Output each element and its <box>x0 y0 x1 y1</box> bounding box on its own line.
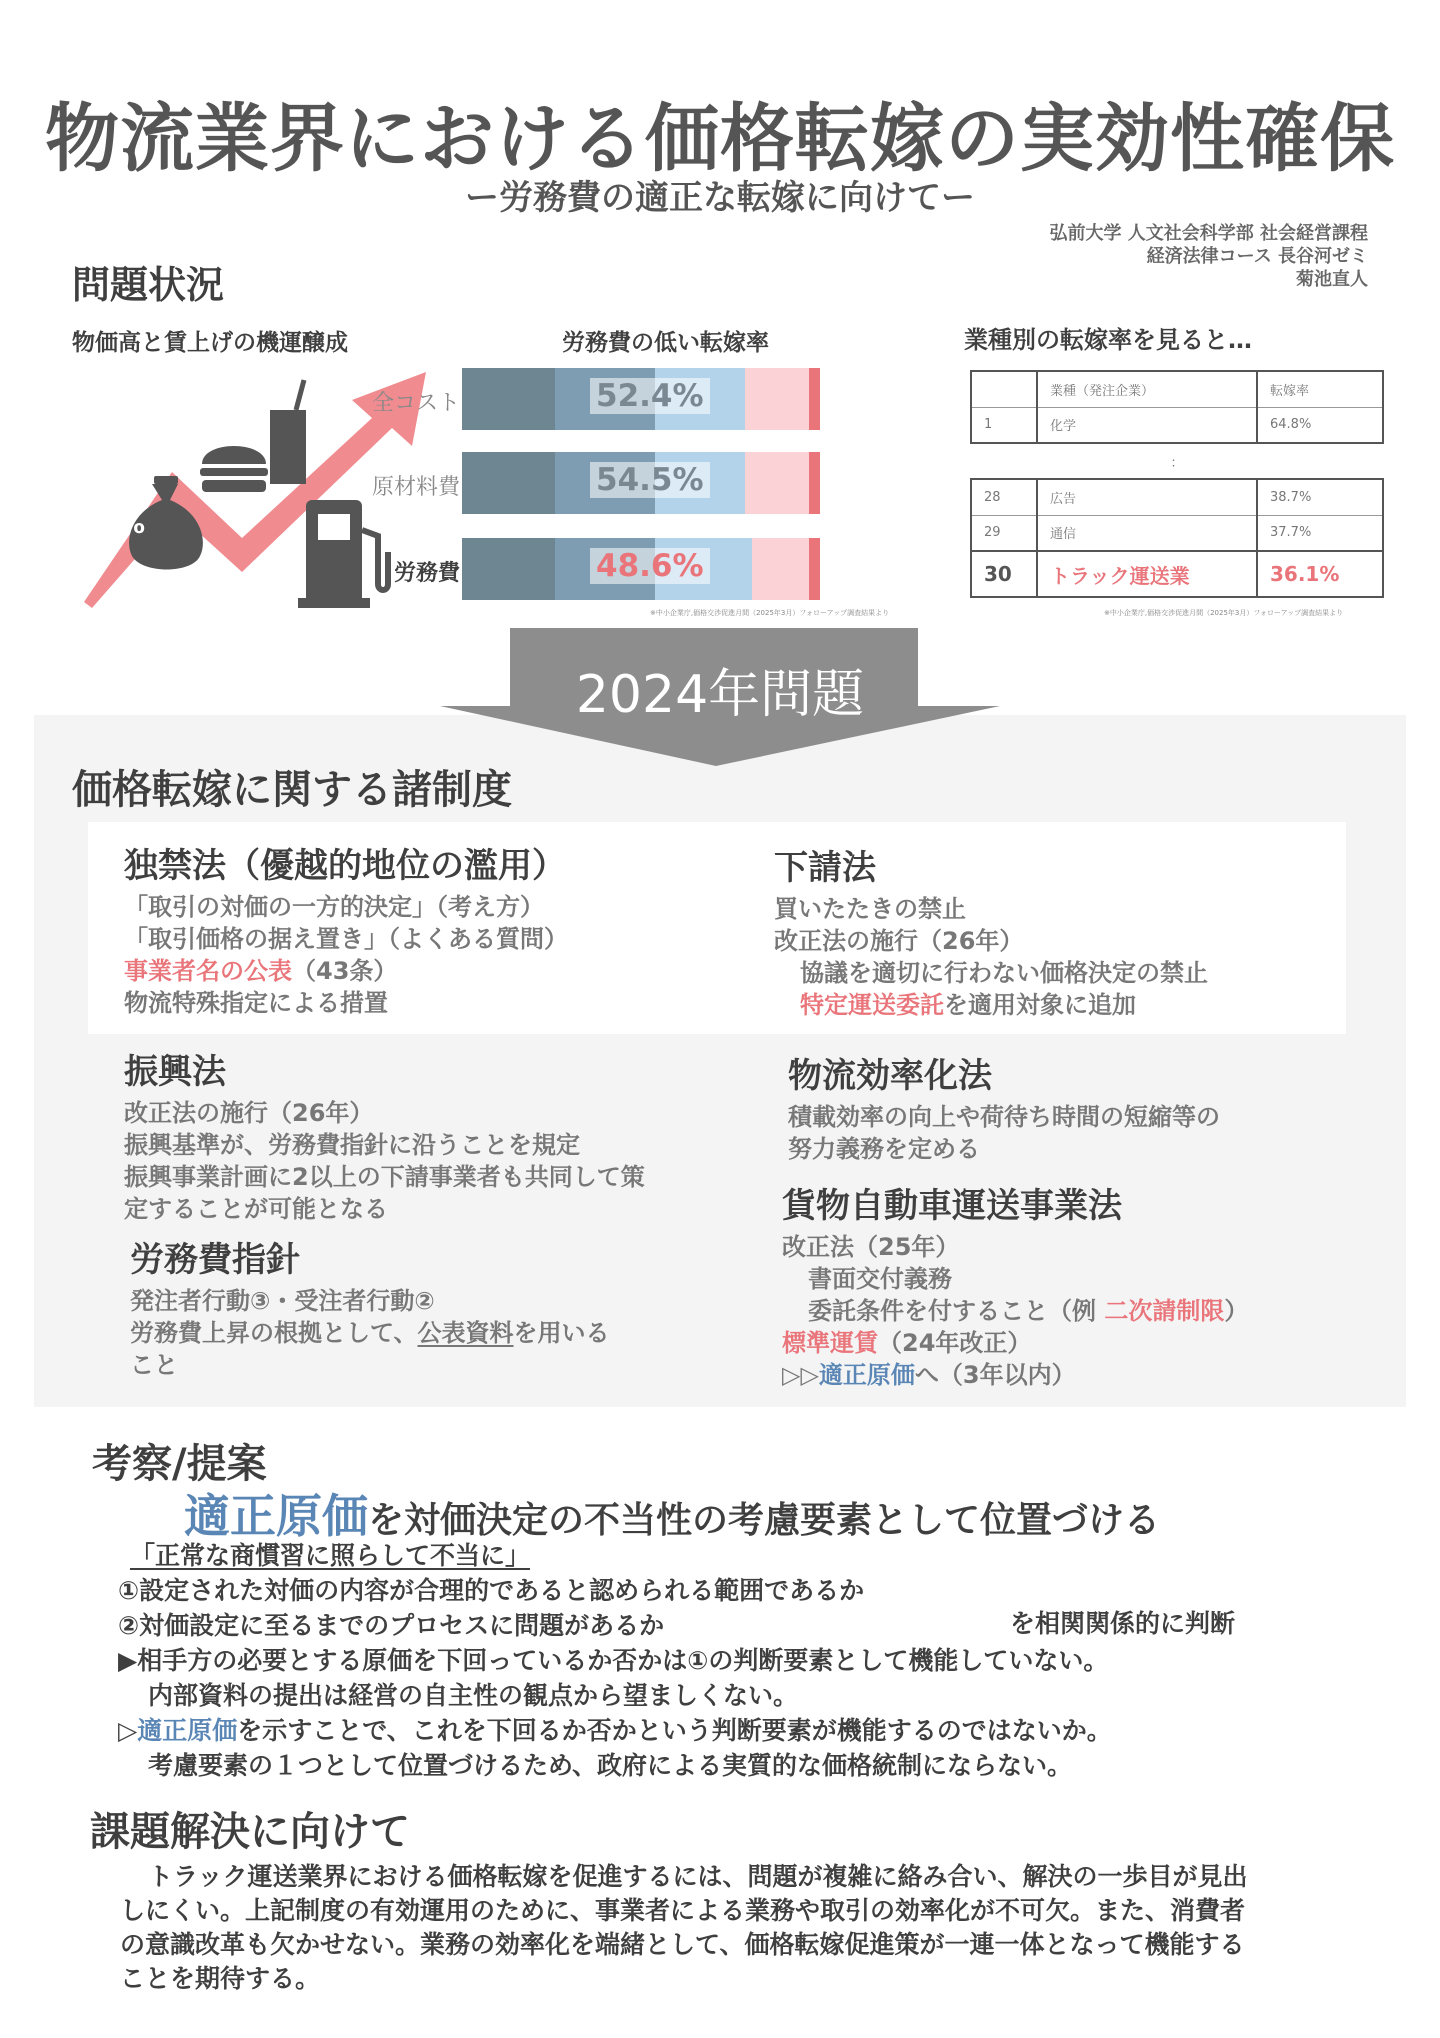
proposal-body <box>118 1538 1112 1783</box>
rate-cell: 64.8% <box>1257 407 1383 443</box>
bar-segment <box>462 538 555 600</box>
trucking-act-title: 貨物自動車運送事業法 <box>782 1186 1122 1226</box>
bar-category-label: 全コスト <box>371 391 460 416</box>
proposal-lead: 適正原価を対価決定の不当性の考慮要素として位置づける <box>184 1489 1161 1543</box>
bar-category-label: 原材料費 <box>371 475 460 500</box>
industry-transfer-table <box>970 370 1384 598</box>
conclusion-line: ことを期待する。 <box>120 1964 321 1993</box>
section-heading-systems: 価格転嫁に関する諸制度 <box>72 767 512 813</box>
bar-value-label: 54.5% <box>590 462 710 498</box>
labor-guideline-block <box>130 1232 610 1381</box>
conclusion-line: の意識改革も欠かせない。業務の効率化を端緒として、価格転嫁促進策が一連一体となって機能する <box>120 1930 1245 1959</box>
table-header-cell: 転嫁率 <box>1257 371 1383 407</box>
logistics-efficiency-line: 努力義務を定める <box>788 1135 980 1163</box>
industry-cell: トラック運送業 <box>1037 551 1257 597</box>
labor-guideline-line: 発注者行動③・受注者行動② <box>130 1287 435 1315</box>
subcontract-block <box>774 840 1208 1021</box>
antimonopoly-line: 「取引価格の据え置き」（よくある質問） <box>124 925 568 953</box>
section-heading-proposal: 考察/提案 <box>92 1441 267 1487</box>
logistics-efficiency-block <box>788 1048 1220 1165</box>
rank-cell: 1 <box>971 407 1037 443</box>
affiliation <box>1049 222 1368 291</box>
proposal-point: 内部資料の提出は経営の自主性の観点から望ましくない。 <box>148 1681 799 1710</box>
subcontract-title: 下請法 <box>774 848 876 888</box>
proposal-quote: 「正常な商慣習に照らして不当に」 <box>130 1541 531 1570</box>
affiliation-line: 菊池直人 <box>1296 269 1368 290</box>
section-heading-conclusion: 課題解決に向けて <box>90 1809 410 1855</box>
transfer-rate-chart <box>360 368 940 608</box>
trucking-act-line: 委託条件を付すること（例 二次請制限） <box>808 1297 1249 1325</box>
col-title-inflation: 物価高と賃上げの機運醸成 <box>72 330 348 356</box>
promotion-line: 改正法の施行（26年） <box>124 1099 374 1127</box>
bar-value-label: 52.4% <box>590 378 710 414</box>
logistics-efficiency-line: 積載効率の向上や荷待ち時間の短縮等の <box>788 1103 1220 1131</box>
conclusion-line: しにくい。上記制度の有効運用のために、事業者による業務や取引の効率化が不可欠。また、消費者 <box>120 1896 1246 1925</box>
antimonopoly-block <box>124 838 568 1019</box>
table-source-note: ※中小企業庁,価格交渉促進月間（2025年3月）フォローアップ調査結果より <box>1104 609 1344 617</box>
disclosure-highlight: 事業者名の公表 <box>124 957 292 985</box>
antimonopoly-line: 事業者名の公表（43条） <box>124 957 398 985</box>
table-header-cell: 業種（発注企業） <box>1037 371 1257 407</box>
rank-cell: 30 <box>971 551 1037 597</box>
table-row-highlight <box>971 551 1383 597</box>
secondary-contract-highlight: 二次請制限 <box>1104 1297 1225 1325</box>
labor-guideline-line: こと <box>130 1351 178 1379</box>
public-materials-underline: 公表資料 <box>417 1319 514 1347</box>
subcontract-line: 協議を適切に行わない価格決定の禁止 <box>800 959 1208 987</box>
affiliation-line: 経済法律コース 長谷河ゼミ <box>1146 246 1368 267</box>
subcontract-line: 特定運送委託を適用対象に追加 <box>800 991 1136 1019</box>
trucking-act-line: 改正法（25年） <box>782 1233 960 1261</box>
proposal-side-note: を相関関係的に判断 <box>1010 1609 1236 1638</box>
conclusion-line: トラック運送業界における価格転嫁を促進するには、問題が複雑に絡み合い、解決の一歩目が見出 <box>148 1862 1248 1891</box>
proposal-point: ▷適正原価を示すことで、これを下回るか否かという判断要素が機能するのではないか。 <box>118 1716 1112 1745</box>
trucking-act-line: 書面交付義務 <box>808 1265 952 1293</box>
trucking-act-block <box>782 1178 1248 1391</box>
promotion-title: 振興法 <box>124 1052 226 1092</box>
proper-cost-inline: 適正原価 <box>137 1716 238 1745</box>
percent-symbol: % <box>119 510 146 540</box>
industry-cell: 化学 <box>1037 407 1257 443</box>
table-row <box>971 515 1383 551</box>
proposal-item: ②対価設定に至るまでのプロセスに問題があるか <box>118 1611 665 1640</box>
proposal-point: ▶相手方の必要とする原価を下回っているか否かは①の判断要素として機能していない。 <box>118 1646 1109 1675</box>
arrow-label: 2024年問題 <box>575 665 865 725</box>
burger-drink-icon <box>200 380 306 492</box>
col-title-transfer-rate: 労務費の低い転嫁率 <box>562 330 769 356</box>
rank-cell: 29 <box>971 515 1037 551</box>
affiliation-line: 弘前大学 人文社会科学部 社会経営課程 <box>1049 223 1368 244</box>
standard-fare-highlight: 標準運賃 <box>782 1329 878 1357</box>
subcontract-line: 買いたたきの禁止 <box>774 895 966 923</box>
bar-segment <box>752 538 809 600</box>
bar-segment <box>462 452 555 514</box>
rate-cell: 36.1% <box>1257 551 1383 597</box>
table-header-cell <box>971 371 1037 407</box>
table-row <box>971 479 1383 515</box>
promotion-line: 振興基準が、労務費指針に沿うことを規定 <box>124 1131 580 1159</box>
bar-row <box>360 538 820 600</box>
bar-row <box>360 452 820 514</box>
proper-cost-highlight: 適正原価 <box>818 1361 915 1389</box>
antimonopoly-title: 独禁法（優越的地位の濫用） <box>124 846 566 886</box>
industry-cell: 広告 <box>1037 479 1257 515</box>
section-heading-problem: 問題状況 <box>72 263 225 307</box>
proper-cost-lead: 適正原価 <box>184 1489 368 1543</box>
table-header-row <box>971 371 1383 407</box>
rate-cell: 38.7% <box>1257 479 1383 515</box>
industry-cell: 通信 <box>1037 515 1257 551</box>
antimonopoly-line: 物流特殊指定による措置 <box>124 989 388 1017</box>
subcontract-line: 改正法の施行（26年） <box>774 927 1024 955</box>
promotion-line: 振興事業計画に2以上の下請事業者も共同して策 <box>124 1163 645 1191</box>
bar-segment <box>809 368 820 430</box>
antimonopoly-line: 「取引の対価の一方的決定」（考え方） <box>124 893 544 921</box>
chart-source-note: ※中小企業庁,価格交渉促進月間（2025年3月）フォローアップ調査結果より <box>650 609 890 617</box>
rate-cell: 37.7% <box>1257 515 1383 551</box>
specified-transport-highlight: 特定運送委託 <box>800 991 944 1019</box>
labor-guideline-line: 労務費上昇の根拠として、公表資料を用いる <box>130 1319 610 1347</box>
page-subtitle: ー労務費の適正な転嫁に向けてー <box>465 178 975 218</box>
logistics-efficiency-title: 物流効率化法 <box>788 1056 992 1096</box>
conclusion-body <box>120 1860 1248 1996</box>
promotion-block <box>124 1044 645 1225</box>
table-ellipsis: ： <box>1170 455 1184 471</box>
page-title: 物流業界における価格転嫁の実効性確保 <box>45 96 1395 182</box>
rank-cell: 28 <box>971 479 1037 515</box>
bar-segment <box>745 452 809 514</box>
bar-segment <box>809 538 820 600</box>
bar-segment <box>809 452 820 514</box>
bar-row <box>360 368 820 430</box>
labor-guideline-title: 労務費指針 <box>130 1240 300 1280</box>
proposal-point: 考慮要素の１つとして位置づけるため、政府による実質的な価格統制にならない。 <box>148 1751 1073 1780</box>
bar-category-label: 労務費 <box>393 561 460 586</box>
table-gap-row <box>971 443 1383 479</box>
col-title-by-industry: 業種別の転嫁率を見ると… <box>964 326 1252 354</box>
bar-value-label: 48.6% <box>590 548 710 584</box>
bar-segment <box>745 368 809 430</box>
trucking-act-line: ▷▷適正原価へ（3年以内） <box>782 1361 1076 1389</box>
proposal-item: ①設定された対価の内容が合理的であると認められる範囲であるか <box>118 1576 865 1605</box>
promotion-line: 定することが可能となる <box>124 1195 388 1223</box>
trucking-act-line: 標準運賃（24年改正） <box>782 1329 1032 1357</box>
bar-segment <box>462 368 555 430</box>
table-row <box>971 407 1383 443</box>
